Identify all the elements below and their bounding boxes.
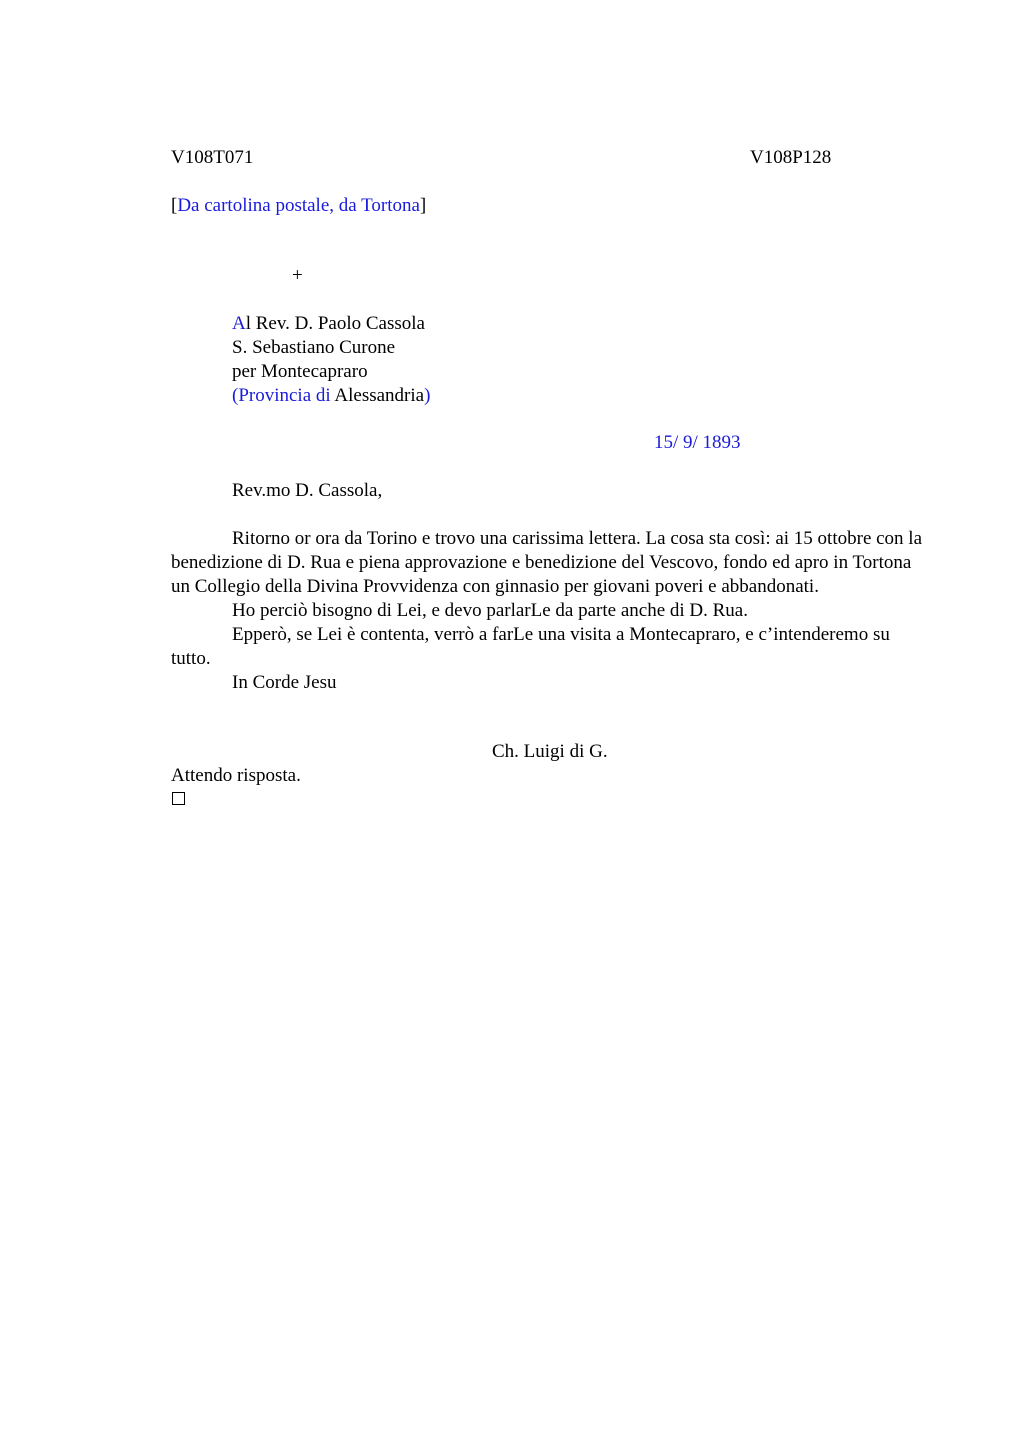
address-province-name: Alessandria: [334, 385, 425, 406]
letter-date: 15/ 9/ 1893: [654, 432, 741, 453]
cross-mark: +: [292, 265, 303, 286]
source-note-text: Da cartolina postale, da Tortona: [177, 195, 420, 216]
address-line-4: [232, 384, 430, 408]
address-province-open: (Provincia di: [232, 385, 335, 406]
body-paragraph-1: Ritorno or ora da Torino e trovo una carissima lettera. La cosa sta così: ai 15 ottobre con la benedizione di D. Rua e piena approvazione e benedizione del Vescovo, fondo ed apro in Tortona un Collegio della Divina Provvidenza con ginnasio per giovani poveri e abbandonati.: [171, 528, 923, 597]
address-province-close: ): [424, 385, 431, 406]
source-note: [171, 194, 426, 218]
address-line-2: S. Sebastiano Curone: [232, 337, 396, 358]
letter-body: [171, 527, 931, 695]
body-closing: In Corde Jesu: [232, 672, 337, 693]
address-line-1-rest: l Rev. D. Paolo Cassola: [245, 313, 425, 334]
end-square-icon: [172, 792, 185, 805]
signature: Ch. Luigi di G.: [492, 741, 608, 762]
body-paragraph-3: Epperò, se Lei è contenta, verrò a farLe una visita a Montecapraro, e c’intenderemo su tutto.: [171, 624, 890, 669]
address-line-3: per Montecapraro: [232, 361, 368, 382]
document-code-left: V108T071: [171, 147, 254, 168]
postscript: Attendo risposta.: [171, 765, 301, 786]
address-line-1: [232, 312, 425, 336]
salutation: Rev.mo D. Cassola,: [232, 480, 383, 501]
address-initial: A: [232, 313, 246, 334]
source-note-open-bracket: [: [171, 195, 178, 216]
body-paragraph-2: Ho perciò bisogno di Lei, e devo parlarLe da parte anche di D. Rua.: [232, 600, 748, 621]
document-code-right: V108P128: [750, 147, 832, 168]
source-note-close-bracket: ]: [419, 195, 427, 216]
